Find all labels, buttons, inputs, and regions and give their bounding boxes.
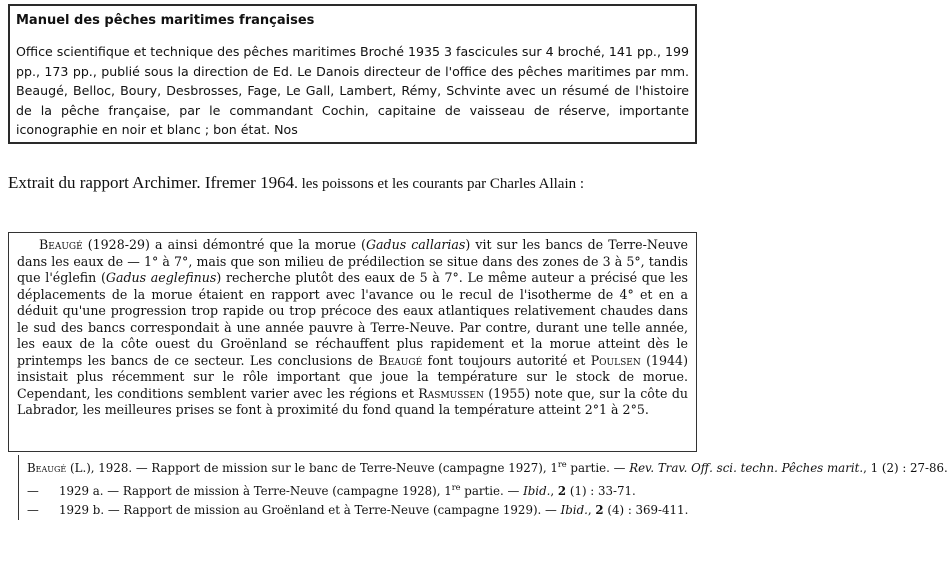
extract-caption xyxy=(8,172,698,195)
extract-text: (1955) note que, sur la côte du Labrador, les meilleures prises se font à proximité du fond quand la température atteint 2°1 à 2°5. xyxy=(17,385,688,418)
caption-main: Extrait du rapport Archimer. Ifremer 1964 xyxy=(8,173,295,192)
author-name: Beaugé xyxy=(39,237,83,252)
author-name: Beaugé xyxy=(378,352,423,368)
extract-text: (1944) insistait plus récemment sur le rôle important que joue la température sur le stock de morue. Cependant, les conditions semblent varier avec les régions et xyxy=(17,352,688,401)
extract-paragraph xyxy=(17,237,688,419)
book-description: Office scientifique et technique des pêches maritimes Broché 1935 3 fascicules sur 4 broché, 141 pp., 199 pp., 173 pp., publié sous la direction de Ed. Le Danois directeur de l'office des pêches maritimes par mm. Beaugé, Belloc, Boury, Desbrosses, Fage, Le Gall, Lambert, Rémy, Schvinte avec un résumé de l'histoire de la pêche française, par le commandant Cochin, capitaine de vaisseau de réserve, importante iconographie en noir et blanc ; bon état. Nos xyxy=(16,44,689,137)
report-extract-box xyxy=(8,232,697,452)
ref-volume: 2 xyxy=(557,483,567,498)
species-name: Gadus callarias xyxy=(365,237,466,252)
ref-volume: 2 xyxy=(595,502,604,517)
extract-text: (1928-29) a ainsi démontré que la morue ( xyxy=(82,237,366,252)
caption-rest: . les poissons et les courants par Charles Allain : xyxy=(294,176,585,192)
ref-journal: Rev. Trav. Off. sci. techn. Pêches marit. xyxy=(629,460,864,475)
reference-entry: — 1929 a. — Rapport de mission à Terre-Neuve (campagne 1928), 1re partie. — Ibid., 2 (1) : 33-71. xyxy=(27,481,636,498)
reference-entry: — 1929 b. — Rapport de mission au Groënland et à Terre-Neuve (campagne 1929). — Ibid., 2 (4) : 369-411. xyxy=(27,502,689,517)
reference-entry: Beaugé (L.), 1928. — Rapport de mission sur le banc de Terre-Neuve (campagne 1927), 1re partie. — Rev. Trav. Off. sci. techn. Pêches marit., 1 (2) : 27-86. xyxy=(27,459,948,475)
author-name: Rasmussen xyxy=(418,385,484,401)
book-title: Manuel des pêches maritimes françaises xyxy=(16,13,315,28)
extract-text: ) recherche plutôt des eaux de 5 à 7°. Le même auteur a précisé que les déplacements de la morue étaient en rapport avec l'avance ou le recul de l'isotherme de 4° et en a déduit qu'une progression trop rapide ou trop précoce des eaux atlantiques relativement chaudes dans le sud des bancs correspondait à une année pauvre à Terre-Neuve. Par contre, durant une telle année, les eaux de la côte ouest du Groënland se réchauffent plus rapidement et la morue atteint dès le printemps les bancs de ce secteur. Les conclusions de xyxy=(17,270,688,368)
author-name: Poulsen xyxy=(590,352,641,368)
ref-journal: Ibid. xyxy=(560,502,588,517)
extract-text: ) vit sur les bancs de Terre-Neuve dans les eaux de — 1° à 7°, mais que son milieu de prédilection se situe dans des zones de 3 à 5°, tandis que l'églefin ( xyxy=(17,237,688,286)
references-list xyxy=(18,455,948,520)
ref-author: Beaugé xyxy=(27,460,67,475)
species-name: Gadus aeglefinus xyxy=(105,270,217,286)
extract-text: font toujours autorité et xyxy=(422,352,591,368)
book-listing-box xyxy=(8,4,697,144)
ref-journal: Ibid. xyxy=(523,483,551,498)
